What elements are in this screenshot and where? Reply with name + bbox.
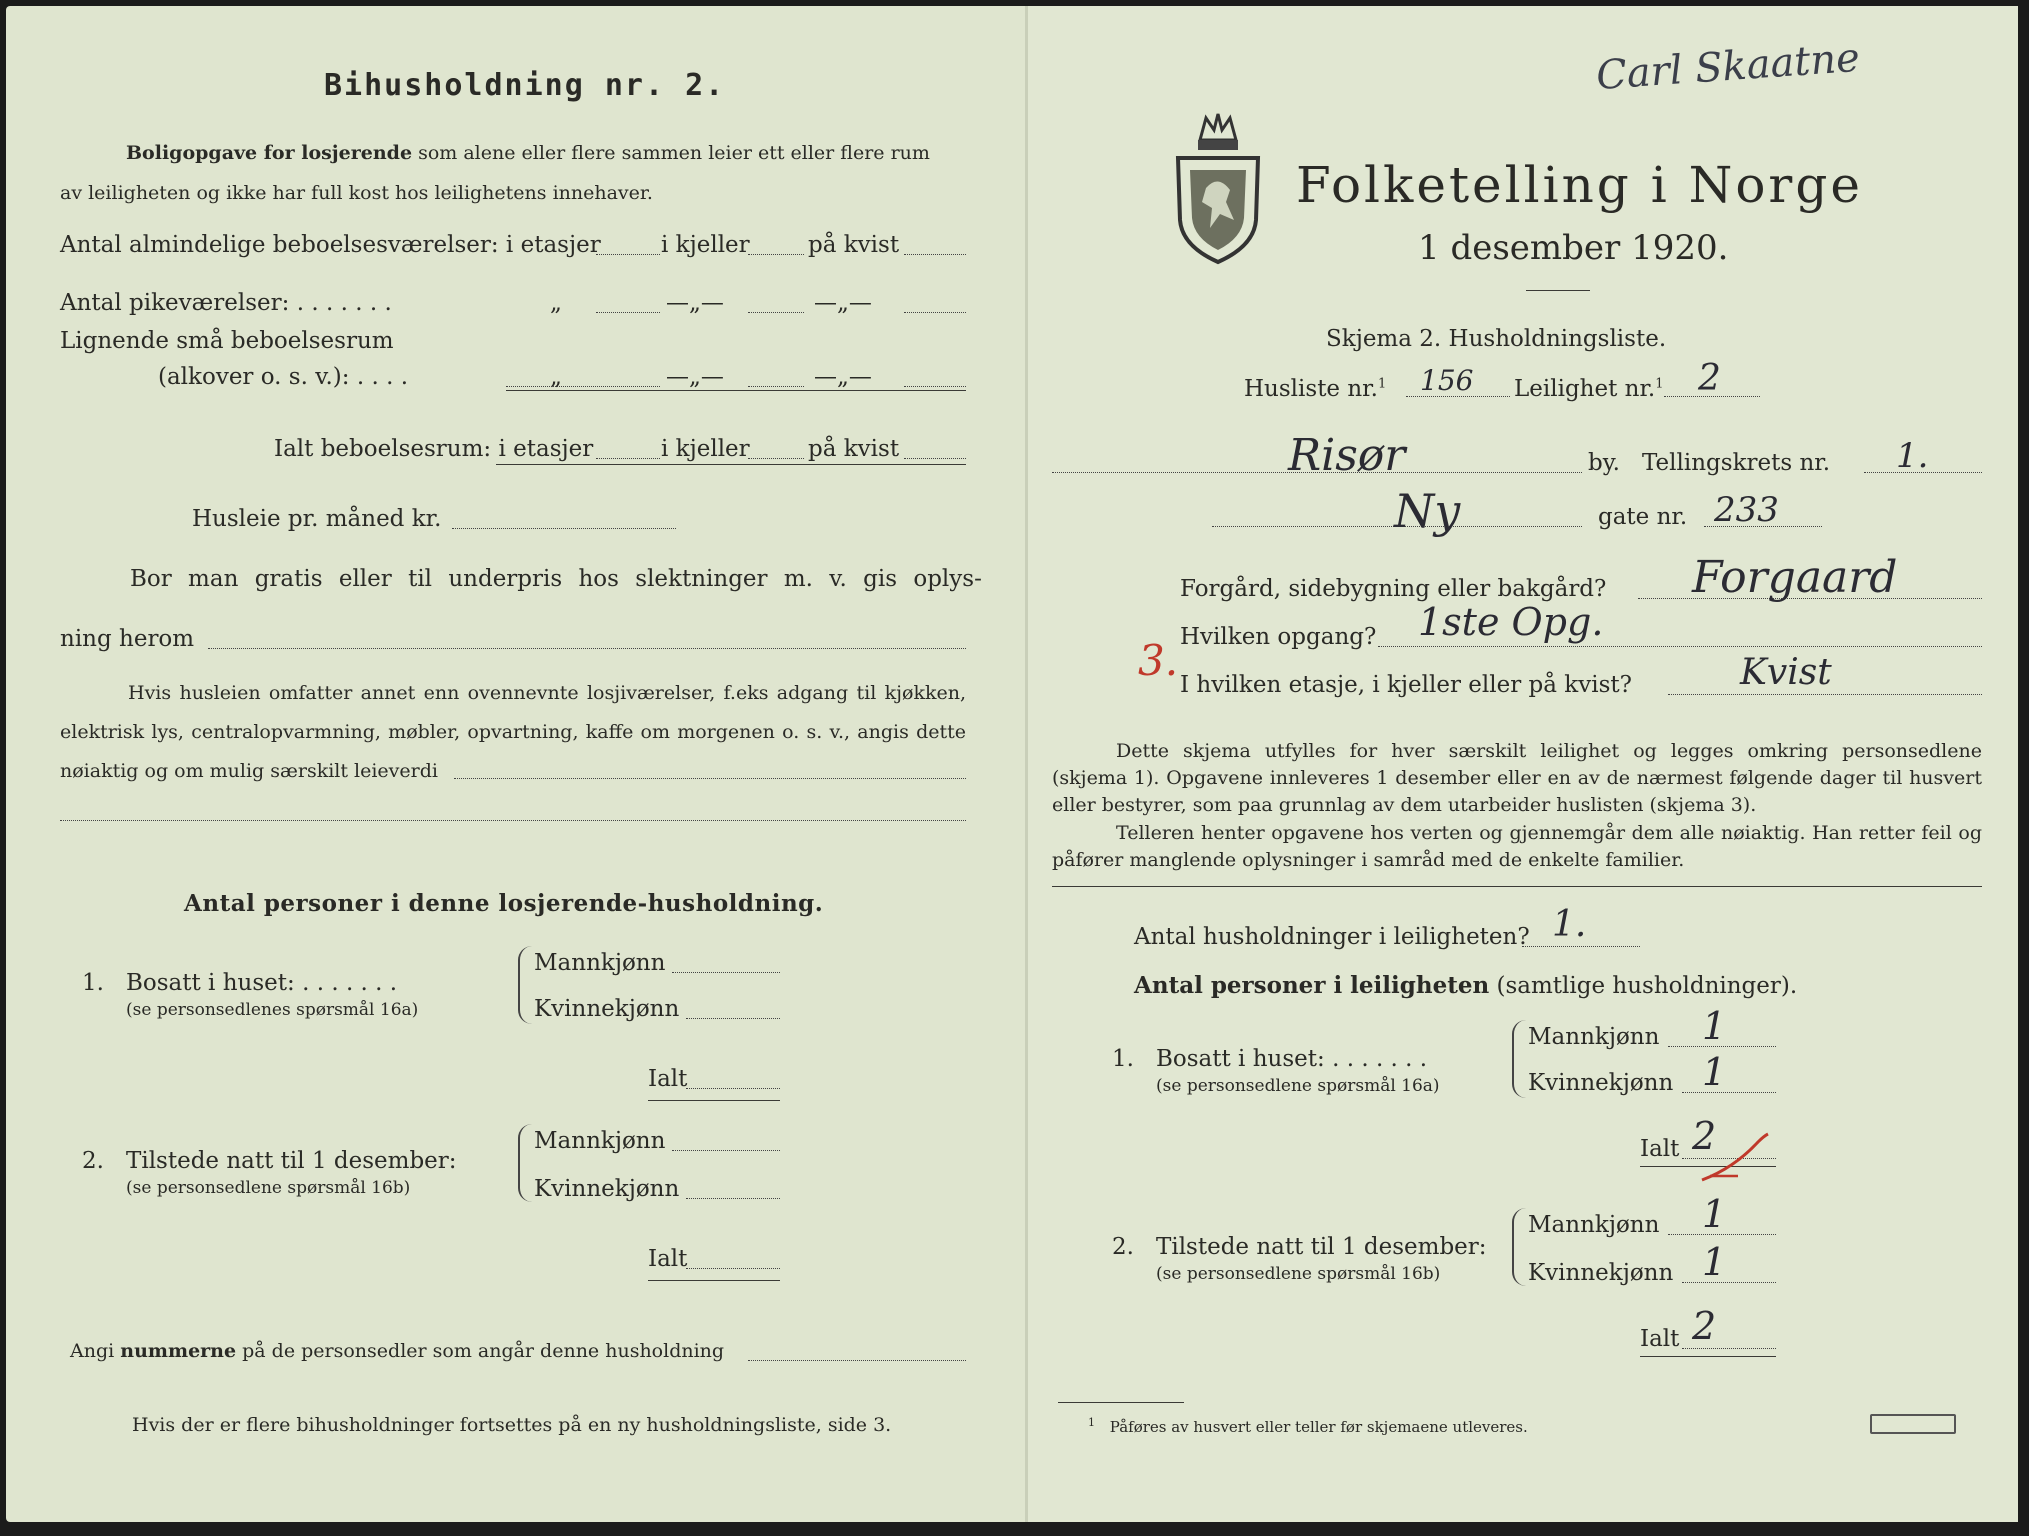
left-title: Bihusholdning nr. 2. (324, 68, 726, 103)
footnote-line (1088, 1416, 1528, 1436)
angi-line (70, 1340, 724, 1362)
leilighet-value[interactable]: 2 (1698, 358, 1721, 399)
gate-label: gate nr. (1598, 504, 1688, 530)
lignende-ditto-2: —„— (666, 364, 724, 390)
intro-rest: som alene eller flere sammen leier ett eller flere rum (418, 142, 930, 164)
r-q2-kvinne-value[interactable]: 1 (1702, 1240, 1727, 1284)
instructions-paragraph-2: Telleren henter opgavene hos verten og gjennemgår dem alle nøiaktig. Han retter feil og påfører manglende oplysninger i samråd med de enkelte familier. (1052, 822, 1982, 871)
rooms-kjeller-field[interactable] (748, 252, 804, 255)
rooms-label: Antal almindelige beboelsesværelser: i etasjer (60, 232, 601, 258)
etasje-value[interactable]: Kvist (1740, 652, 1832, 693)
r-q2-ialt-label: Ialt (1640, 1326, 1680, 1352)
etasje-label: I hvilken etasje, i kjeller eller på kvist? (1180, 672, 1632, 698)
l-q2-sub: (se personsedlene spørsmål 16b) (126, 1178, 411, 1198)
rooms-kvist-label: på kvist (808, 232, 900, 258)
l-q1-label: Bosatt i huset: . . . . . . . (126, 970, 398, 996)
opgang-field[interactable] (1378, 644, 1982, 647)
footnote-rule (1058, 1402, 1184, 1403)
left-footer: Hvis der er flere bihusholdninger fortsettes på en ny husholdningsliste, side 3. (132, 1414, 892, 1436)
l-q2-kvinne-label: Kvinnekjønn (534, 1176, 680, 1202)
schema-label: Skjema 2. Husholdningsliste. (1326, 326, 1667, 352)
l-q2-mann-field[interactable] (672, 1148, 780, 1151)
angi-bold: nummerne (120, 1340, 237, 1362)
lignende-line-1: Lignende små beboelsesrum (60, 328, 394, 354)
norway-coat-of-arms-icon (1170, 110, 1266, 266)
r-persons-heading-bold: Antal personer i leiligheten (1134, 972, 1490, 999)
l-q2-kvinne-field[interactable] (686, 1196, 780, 1199)
lignende-kvist-field[interactable] (904, 384, 966, 387)
husleie-label: Husleie pr. måned kr. (192, 506, 442, 532)
right-date: 1 desember 1920. (1418, 228, 1729, 268)
etasje-red-mark: 3. (1138, 636, 1179, 685)
r-q2-brace (1512, 1208, 1526, 1286)
gate-nr-value[interactable]: 233 (1714, 490, 1779, 530)
husliste-label: Husliste nr. (1244, 376, 1378, 402)
husliste-value[interactable]: 156 (1420, 364, 1474, 397)
l-q1-kvinne-label: Kvinnekjønn (534, 996, 680, 1022)
ialt-etasjer-field[interactable] (596, 456, 660, 459)
husliste-footnote-mark: 1 (1377, 376, 1387, 392)
census-form-sheet (6, 6, 2018, 1522)
angi-pre: Angi (70, 1340, 115, 1362)
r-q2-ialt-value[interactable]: 2 (1692, 1304, 1717, 1348)
l-q1-ialt-field[interactable] (686, 1086, 780, 1089)
ialt-kjeller-field[interactable] (748, 456, 804, 459)
l-q2-ialt-field[interactable] (686, 1266, 780, 1269)
ialt-kjeller-label: i kjeller (661, 436, 750, 462)
r-q1-sub: (se personsedlene spørsmål 16a) (1156, 1076, 1440, 1096)
leilighet-label: Leilighet nr. (1514, 376, 1656, 402)
ialt-kvist-field[interactable] (904, 456, 966, 459)
r-q2-label: Tilstede natt til 1 desember: (1156, 1234, 1487, 1260)
red-check-mark-icon (1698, 1132, 1778, 1186)
l-q2-ialt-rule (648, 1280, 780, 1281)
lignende-line-2: (alkover o. s. v.): . . . . (158, 364, 409, 390)
opgang-value[interactable]: 1ste Opg. (1418, 600, 1604, 644)
lignende-sum-rule (506, 390, 966, 391)
footnote-text: Påføres av husvert eller teller før skjemaene utleveres. (1109, 1418, 1528, 1436)
r-q2-kvinne-label: Kvinnekjønn (1528, 1260, 1674, 1286)
r-q1-label: Bosatt i huset: . . . . . . . (1156, 1046, 1428, 1072)
r-q2-sub: (se personsedlene spørsmål 16b) (1156, 1264, 1441, 1284)
leilighet-footnote-mark: 1 (1655, 376, 1664, 392)
r-q2-kvinne-field[interactable] (1682, 1280, 1776, 1283)
r-q1-ialt-label: Ialt (1640, 1136, 1680, 1162)
pike-ditto-1: „ (550, 290, 562, 316)
angi-rest: på de personsedler som angår denne husholdning (242, 1340, 725, 1362)
leilighet-label-wrap (1514, 376, 1664, 402)
l-q2-ialt-label: Ialt (648, 1246, 688, 1272)
rooms-etasjer-field[interactable] (596, 252, 660, 255)
right-title: Folketelling i Norge (1296, 156, 1863, 214)
r-q2-mann-value[interactable]: 1 (1702, 1192, 1727, 1236)
l-q1-ialt-label: Ialt (648, 1066, 688, 1092)
l-q1-kvinne-field[interactable] (686, 1016, 780, 1019)
pike-ditto-2: —„— (666, 290, 724, 316)
l-q1-mann-label: Mannkjønn (534, 950, 666, 976)
lignende-kjeller-field[interactable] (748, 384, 804, 387)
gratis-line-2: ning herom (60, 626, 195, 652)
footnote-mark: 1 (1088, 1416, 1095, 1429)
antal-hush-label: Antal husholdninger i leiligheten? (1134, 924, 1530, 950)
l-q2-mann-label: Mannkjønn (534, 1128, 666, 1154)
l-q1-num: 1. (82, 970, 104, 996)
r-q1-kvinne-label: Kvinnekjønn (1528, 1070, 1674, 1096)
l-q2-num: 2. (82, 1148, 104, 1174)
pike-etasjer-field[interactable] (596, 310, 660, 313)
husliste-label-wrap (1244, 376, 1386, 402)
r-persons-heading (1134, 972, 1797, 999)
instructions-paragraph-1: Dette skjema utfylles for hver særskilt leilighet og legges omkring personsedlene (skjema 1). Opgavene innleveres 1 desember eller en av de nærmest følgende dager til husvert eller bestyrer, som paa grunnlag av dem utarbeider huslisten (skjema 3). (1052, 740, 1982, 816)
forgaard-label: Forgård, sidebygning eller bakgård? (1180, 576, 1607, 602)
r-q1-kvinne-value[interactable]: 1 (1702, 1050, 1727, 1094)
note-paragraph: Hvis husleien omfatter annet enn ovennevnte losjiværelser, f.eks adgang til kjøkken, elektrisk lys, centralopvarmning, møbler, opvartning, kaffe om morgenen o. s. v., angis dette nøiaktig og om mulig særskilt leieverdi (60, 682, 966, 782)
tellingskrets-label: Tellingskrets nr. (1642, 450, 1831, 476)
by-label: by. (1588, 450, 1620, 476)
husleie-field[interactable] (452, 526, 676, 529)
angi-field[interactable] (748, 1358, 966, 1361)
ialt-underline (496, 464, 966, 465)
pike-kjeller-field[interactable] (748, 310, 804, 313)
tellingskrets-value[interactable]: 1. (1896, 436, 1929, 476)
l-q2-label: Tilstede natt til 1 desember: (126, 1148, 457, 1174)
pike-ditto-3: —„— (814, 290, 872, 316)
rooms-kvist-field[interactable] (904, 252, 966, 255)
r-q1-num: 1. (1112, 1046, 1134, 1072)
r-q2-num: 2. (1112, 1234, 1134, 1260)
r-q2-mann-label: Mannkjønn (1528, 1212, 1660, 1238)
r-q2-ialt-rule (1640, 1356, 1776, 1357)
note-field[interactable] (454, 776, 966, 779)
l-q1-mann-field[interactable] (672, 970, 780, 973)
r-q1-mann-value[interactable]: 1 (1702, 1004, 1727, 1048)
gratis-line-1: Bor man gratis eller til underpris hos slektninger m. v. gis oplys- (130, 566, 982, 592)
right-page-husholdningsliste (1028, 6, 2018, 1522)
by-value[interactable]: Risør (1288, 430, 1406, 481)
l-q1-sub: (se personsedlenes spørsmål 16a) (126, 1000, 419, 1020)
left-page-bihusholdning (6, 6, 1026, 1522)
antal-hush-value[interactable]: 1. (1552, 904, 1587, 945)
r-q1-brace (1512, 1020, 1526, 1098)
l-q2-brace (518, 1124, 532, 1202)
rooms-kjeller-label: i kjeller (661, 232, 750, 258)
signature: Carl Skaatne (1594, 34, 1862, 100)
pike-kvist-field[interactable] (904, 310, 966, 313)
note-field-2[interactable] (60, 818, 966, 821)
intro-line-2: av leiligheten og ikke har full kost hos leilighetens innehaver. (60, 182, 653, 204)
gate-value[interactable]: Ny (1394, 484, 1461, 538)
instructions-rule (1052, 886, 1982, 887)
ialt-rooms-label: Ialt beboelsesrum: i etasjer (274, 436, 594, 462)
printer-stamp-icon (1870, 1414, 1956, 1434)
intro-line-1 (126, 142, 930, 164)
ialt-kvist-label: på kvist (808, 436, 900, 462)
r-q1-mann-label: Mannkjønn (1528, 1024, 1660, 1050)
pike-label: Antal pikeværelser: . . . . . . . (60, 290, 392, 316)
intro-bold: Boligopgave for losjerende (126, 142, 413, 164)
l-q1-ialt-rule (648, 1100, 780, 1101)
persons-heading: Antal personer i denne losjerende-husholdning. (184, 890, 824, 917)
lignende-etasjer-field[interactable] (506, 384, 660, 387)
r-q1-ialt-value[interactable]: 2 (1692, 1114, 1717, 1158)
l-q1-brace (518, 946, 532, 1024)
gratis-field[interactable] (208, 646, 966, 649)
lignende-ditto-3: —„— (814, 364, 872, 390)
lignende-ditto-1: „ (550, 364, 562, 390)
r-persons-heading-rest: (samtlige husholdninger). (1496, 973, 1798, 999)
forgaard-value[interactable]: Forgaard (1692, 552, 1898, 603)
title-divider (1526, 290, 1590, 291)
opgang-label: Hvilken opgang? (1180, 624, 1377, 650)
r-q1-kvinne-field[interactable] (1682, 1090, 1776, 1093)
